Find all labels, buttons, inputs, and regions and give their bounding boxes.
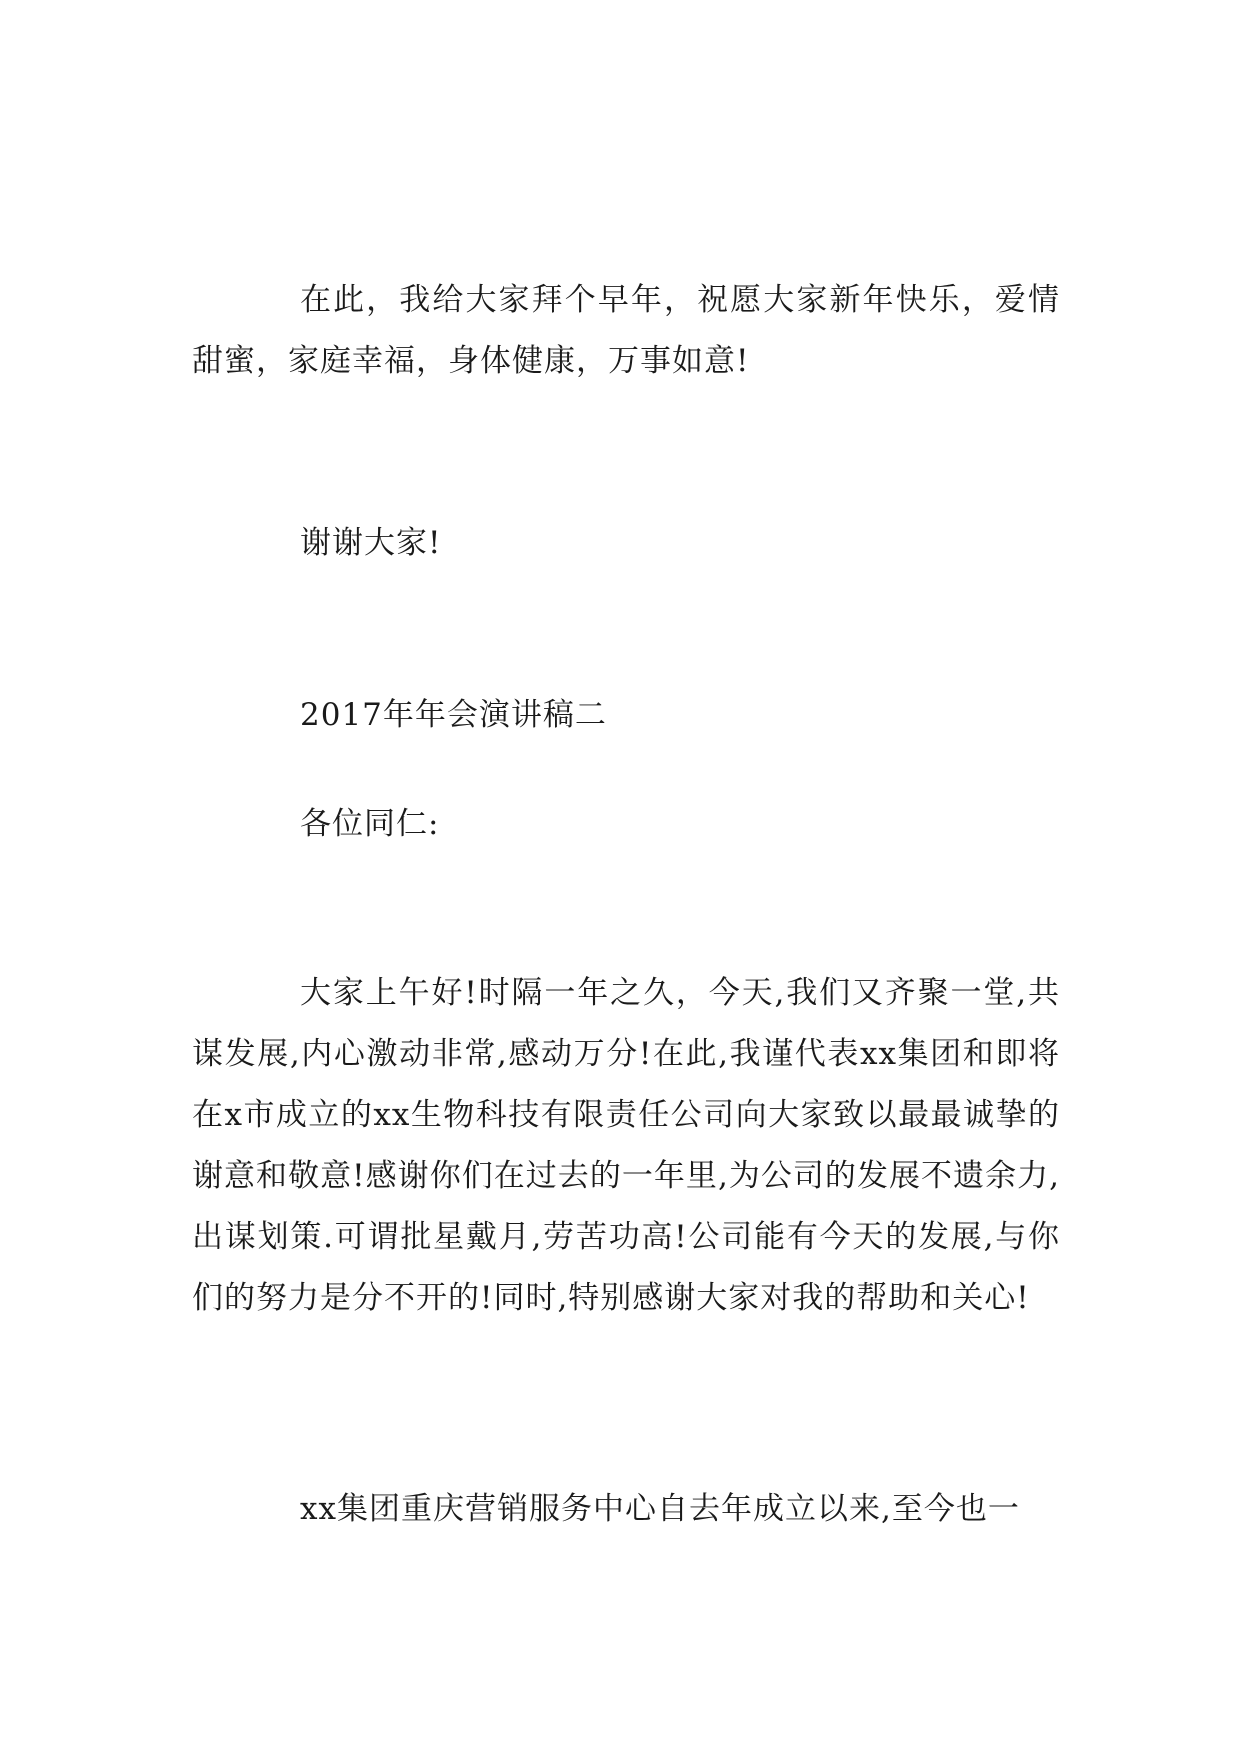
salutation-paragraph: 各位同仁: [300, 806, 440, 842]
continuation-paragraph: xx集团重庆营销服务中心自去年成立以来,至今也一 [300, 1491, 1020, 1527]
body-paragraph: 大家上午好!时隔一年之久，今天,我们又齐聚一堂,共谋发展,内心激动非常,感动万分!在此,我谨代表xx集团和即将在x市成立的xx生物科技有限责任公司向大家致以最最诚挚的谢意和敬意!感谢你们在过去的一年里,为公司的发展不遗余力,出谋划策.可谓批星戴月,劳苦功高!公司能有今天的发展,与你们的努力是分不开的!同时,特别感谢大家对我的帮助和关心! [192, 975, 1060, 1316]
greeting-paragraph: 在此，我给大家拜个早年，祝愿大家新年快乐，爱情甜蜜，家庭幸福，身体健康，万事如意! [192, 282, 1060, 379]
thanks-paragraph: 谢谢大家! [300, 525, 442, 561]
section-title: 2017年年会演讲稿二 [300, 697, 607, 733]
